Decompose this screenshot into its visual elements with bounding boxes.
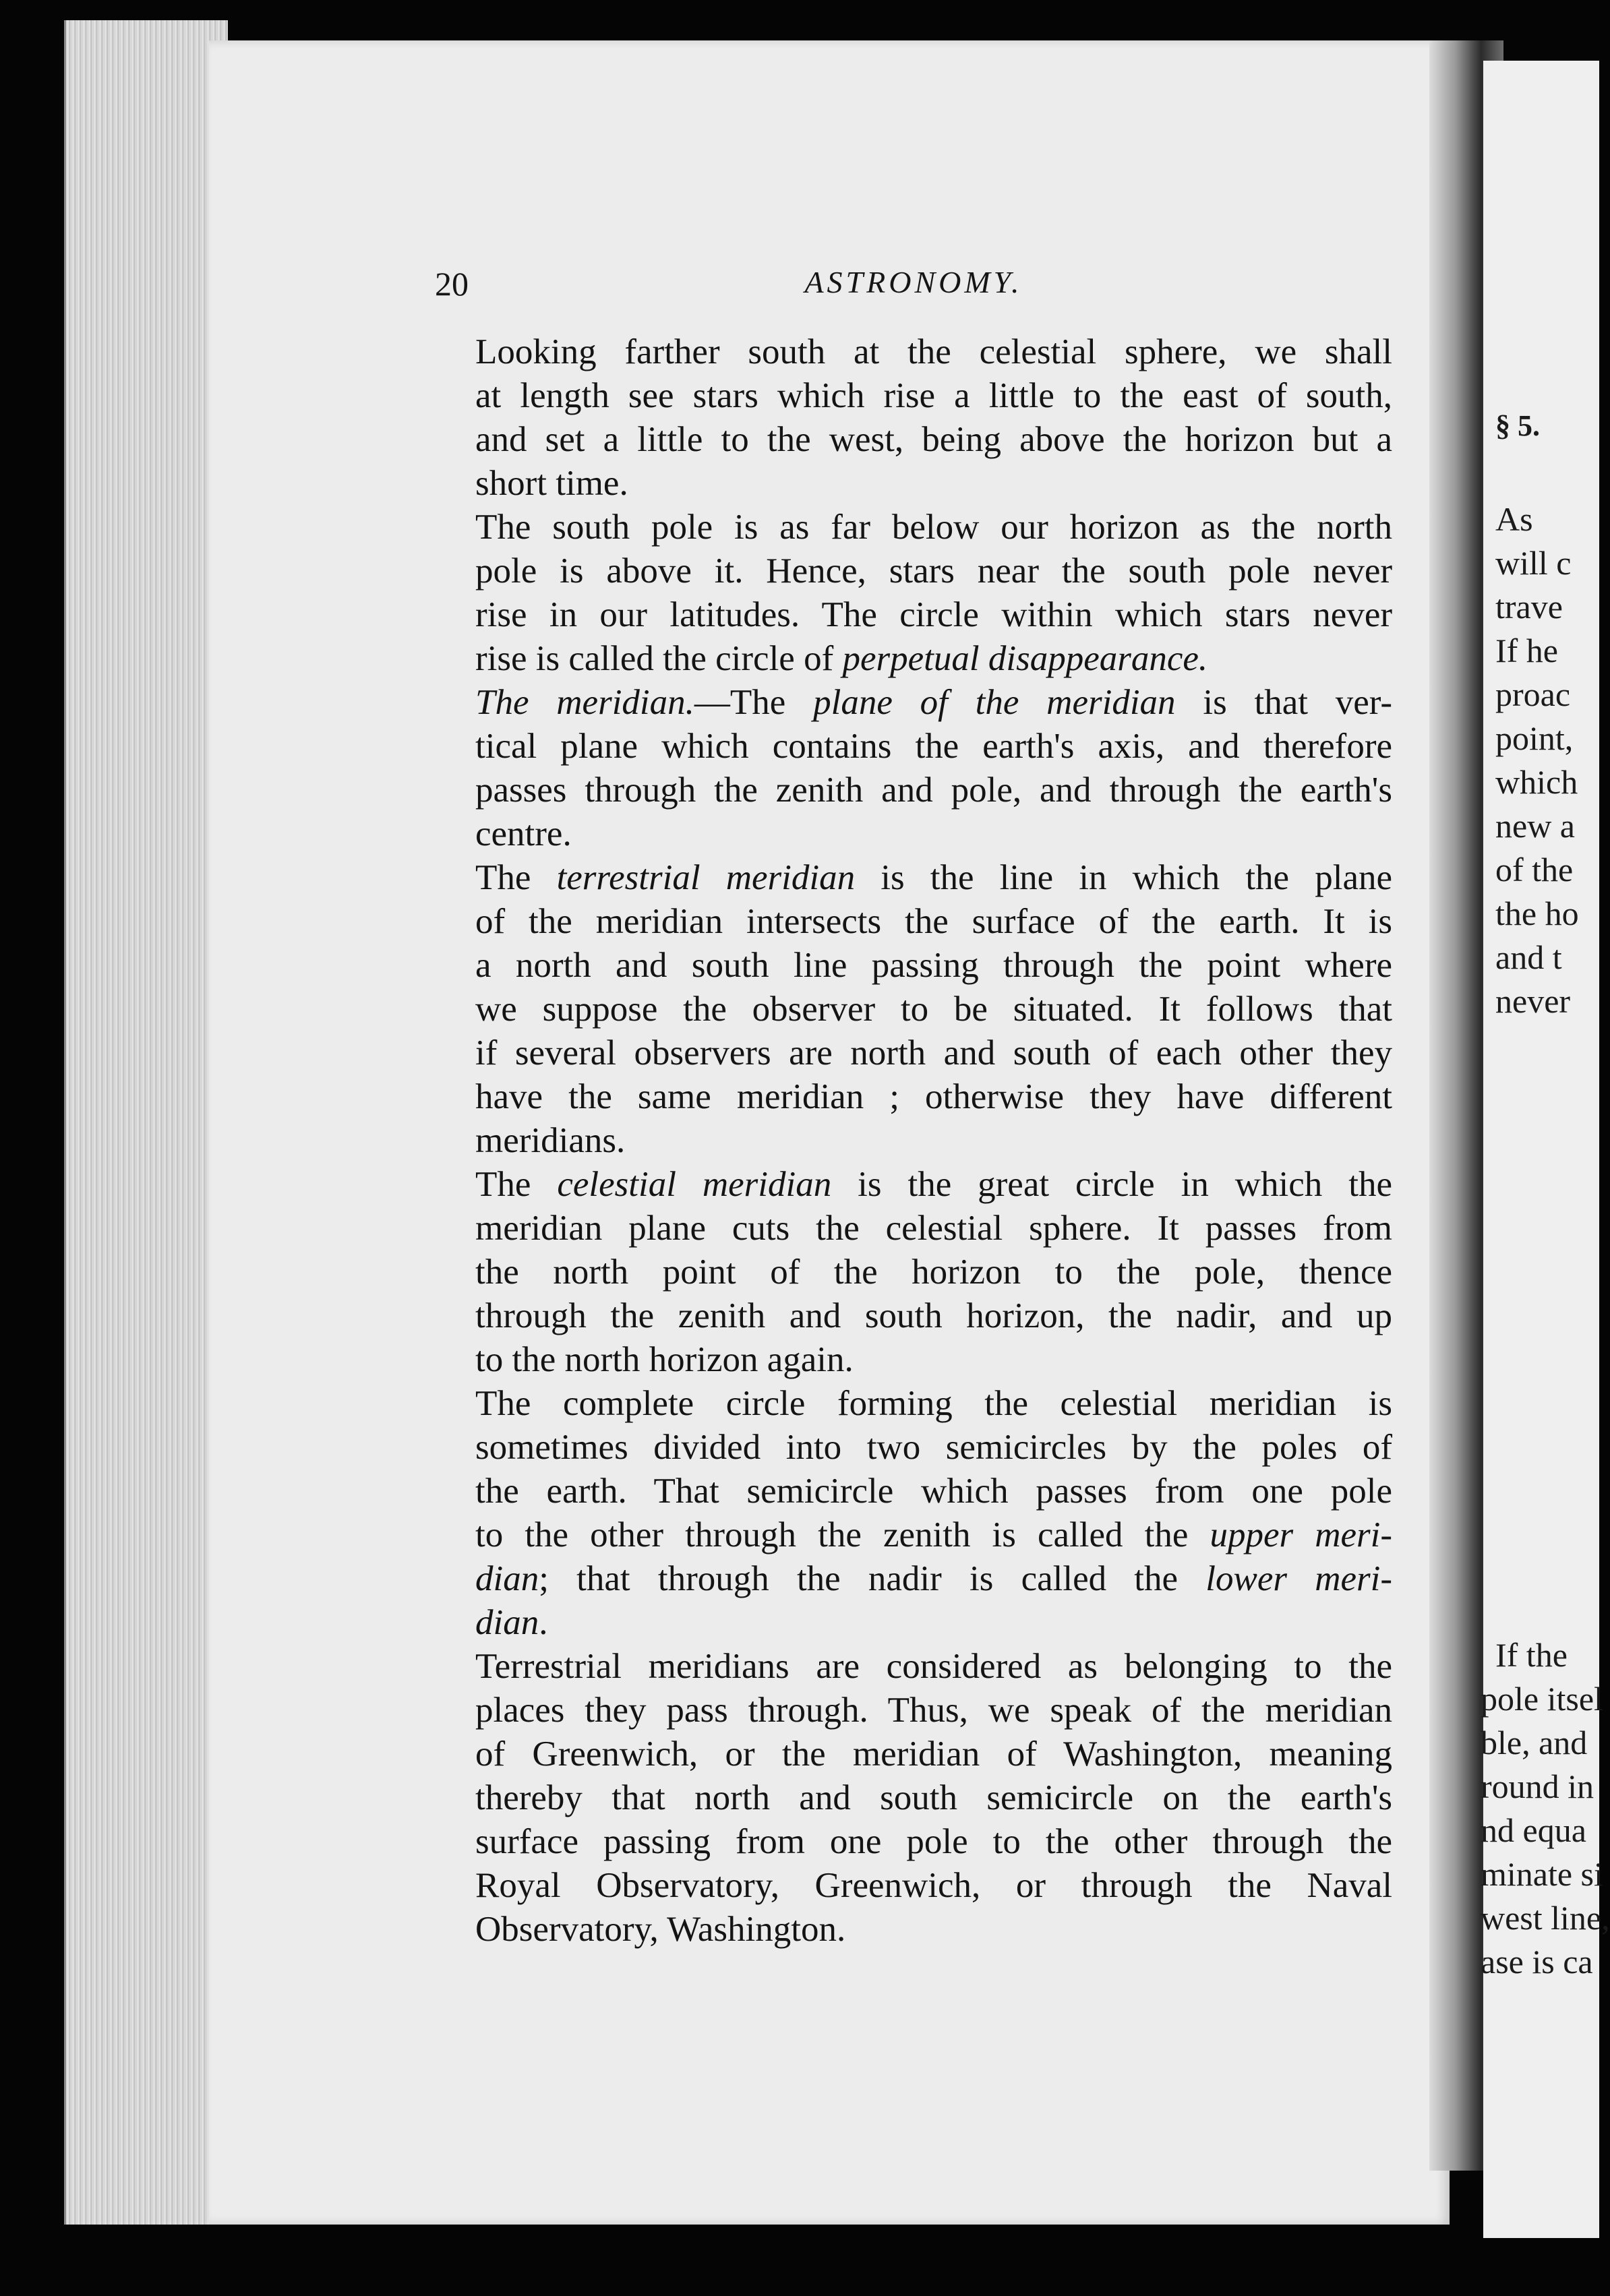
italic-term: perpetual disappearance. bbox=[842, 639, 1208, 678]
text-line: meridian plane cuts the celestial sphere. It passes from bbox=[475, 1209, 1392, 1248]
text-line: the north point of the horizon to the pole, thence bbox=[475, 1252, 1392, 1292]
text-line: The complete circle forming the celestial meridian is bbox=[475, 1384, 1392, 1423]
text-line: sometimes divided into two semicircles by the poles of bbox=[475, 1428, 1392, 1467]
text-line: to the north horizon again. bbox=[475, 1340, 854, 1379]
text-run: to the other through the zenith is called the bbox=[475, 1515, 1210, 1554]
facing-line: never bbox=[1495, 982, 1571, 1020]
facing-line: the ho bbox=[1495, 895, 1579, 932]
facing-line: ase is ca bbox=[1481, 1943, 1593, 1981]
page-edges bbox=[64, 20, 228, 2225]
italic-heading: The meridian. bbox=[475, 683, 694, 722]
facing-line: As bbox=[1495, 500, 1533, 538]
text-run: . bbox=[539, 1603, 548, 1642]
text-run: is that ver- bbox=[1175, 683, 1392, 722]
facing-line: point, bbox=[1495, 719, 1574, 757]
facing-line: If the bbox=[1495, 1636, 1568, 1674]
italic-term: lower meri- bbox=[1205, 1559, 1392, 1598]
paragraph bbox=[435, 506, 1392, 681]
text-run: The bbox=[475, 1165, 558, 1204]
facing-section-mark: § 5. bbox=[1495, 409, 1540, 442]
italic-term: upper meri- bbox=[1210, 1515, 1392, 1554]
text-line bbox=[435, 1557, 1392, 1601]
text-line: meridians. bbox=[475, 1121, 626, 1160]
text-run: is the great circle in which the bbox=[831, 1165, 1392, 1204]
text-line: pole is above it. Hence, stars near the south pole never bbox=[475, 551, 1392, 591]
facing-line: ble, and bbox=[1481, 1724, 1588, 1761]
text-line bbox=[435, 856, 1392, 900]
italic-term: terrestrial meridian bbox=[556, 858, 856, 897]
facing-line: of the bbox=[1495, 851, 1574, 888]
text-line: short time. bbox=[475, 464, 628, 503]
italic-term: dian bbox=[475, 1559, 539, 1598]
text-line: Royal Observatory, Greenwich, or through the Naval bbox=[475, 1866, 1392, 1905]
facing-line: proac bbox=[1495, 675, 1571, 713]
text-run: ; that through the nadir is called the bbox=[539, 1559, 1206, 1598]
italic-term: plane of the meridian bbox=[813, 683, 1176, 722]
text-line: tical plane which contains the earth's axis, and therefore bbox=[475, 727, 1392, 766]
paragraph bbox=[435, 330, 1392, 506]
page-header bbox=[435, 264, 1392, 305]
text-line: places they pass through. Thus, we speak of the meridian bbox=[475, 1691, 1392, 1730]
facing-line: pole itsel bbox=[1481, 1680, 1603, 1718]
text-line: surface passing from one pole to the other through the bbox=[475, 1822, 1392, 1861]
paragraph bbox=[435, 1645, 1392, 1952]
text-line: have the same meridian ; otherwise they have different bbox=[475, 1077, 1392, 1116]
paragraph bbox=[435, 1163, 1392, 1382]
text-line bbox=[435, 1163, 1392, 1207]
text-line: and set a little to the west, being above the horizon but a bbox=[475, 420, 1392, 459]
text-line: thereby that north and south semicircle on the earth's bbox=[475, 1778, 1392, 1817]
text-run: The bbox=[475, 858, 557, 897]
italic-term: celestial meridian bbox=[557, 1165, 832, 1204]
facing-line: minate si bbox=[1481, 1855, 1603, 1893]
text-line: passes through the zenith and pole, and through the earth's bbox=[475, 771, 1392, 810]
text-line bbox=[435, 1601, 1392, 1645]
text-line: if several observers are north and south of each other they bbox=[475, 1033, 1392, 1073]
facing-line: and t bbox=[1495, 938, 1562, 976]
facing-line: nd equa bbox=[1481, 1811, 1586, 1849]
body-text bbox=[435, 330, 1392, 1952]
text-line: Looking farther south at the celestial sphere, we shall bbox=[475, 332, 1392, 371]
text-run: —The bbox=[694, 683, 814, 722]
text-line bbox=[435, 1513, 1392, 1557]
italic-term: dian bbox=[475, 1603, 539, 1642]
running-head: ASTRONOMY. bbox=[804, 265, 1023, 299]
text-line: Terrestrial meridians are considered as belonging to the bbox=[475, 1647, 1392, 1686]
text-line: rise in our latitudes. The circle within which stars never bbox=[475, 595, 1392, 634]
facing-line: round in bbox=[1481, 1768, 1594, 1805]
text-line: we suppose the observer to be situated. It follows that bbox=[475, 990, 1392, 1029]
text-run: rise is called the circle of bbox=[475, 639, 843, 678]
text-line: through the zenith and south horizon, the nadir, and up bbox=[475, 1296, 1392, 1335]
facing-line: new a bbox=[1495, 807, 1575, 845]
facing-line: west line, bbox=[1481, 1899, 1610, 1937]
text-line: the earth. That semicircle which passes from one pole bbox=[475, 1472, 1392, 1511]
text-line: of Greenwich, or the meridian of Washington, meaning bbox=[475, 1734, 1392, 1774]
paragraph bbox=[435, 856, 1392, 1163]
text-line: at length see stars which rise a little to the east of south, bbox=[475, 376, 1392, 415]
text-run: is the line in which the plane bbox=[855, 858, 1392, 897]
facing-line: will c bbox=[1495, 544, 1572, 582]
facing-line: trave bbox=[1495, 588, 1563, 626]
text-line bbox=[435, 637, 1392, 681]
facing-line: which bbox=[1495, 763, 1578, 801]
text-line: Observatory, Washington. bbox=[475, 1910, 846, 1949]
page-number: 20 bbox=[435, 265, 469, 303]
text-line: The south pole is as far below our horizon as the north bbox=[475, 508, 1392, 547]
text-line: a north and south line passing through the point where bbox=[475, 946, 1392, 985]
paragraph bbox=[435, 1382, 1392, 1645]
text-line: of the meridian intersects the surface of the earth. It is bbox=[475, 902, 1392, 941]
text-line: centre. bbox=[475, 814, 572, 853]
facing-page bbox=[1481, 61, 1610, 2238]
paragraph bbox=[435, 681, 1392, 856]
text-line bbox=[435, 681, 1392, 725]
facing-line: If he bbox=[1495, 632, 1558, 669]
